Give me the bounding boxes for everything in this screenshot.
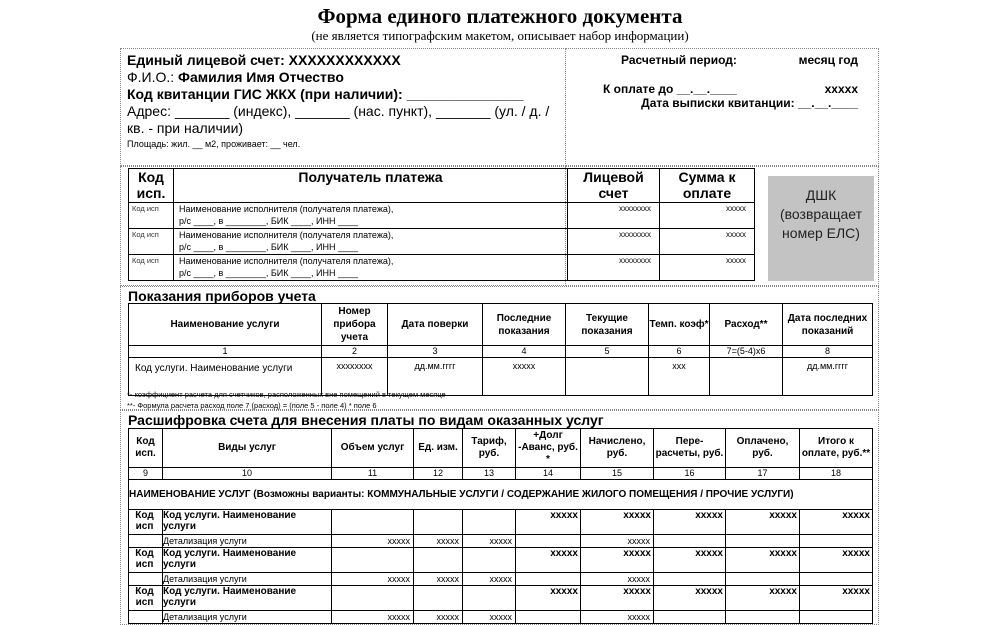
services-table (128, 428, 873, 624)
column-number: 9 (129, 468, 163, 480)
detail-cell (129, 535, 163, 548)
column-number: 13 (463, 468, 516, 480)
service-cell: xxxxx (654, 510, 726, 535)
meters-cell: xxxxx (483, 358, 566, 396)
detail-cell (726, 573, 800, 586)
column-number: 8 (783, 346, 873, 358)
service-cell (414, 586, 463, 611)
detail-cell (726, 611, 800, 624)
column-number: 3 (388, 346, 483, 358)
service-cell (463, 510, 516, 535)
column-number: 12 (414, 468, 463, 480)
service-cell: xxxxx (726, 586, 800, 611)
recipient-details: р/с ____, в ________, БИК ____, ИНН ____ (179, 216, 358, 226)
service-row (129, 548, 873, 573)
detail-cell: Детализация услуги (163, 535, 332, 548)
service-cell: Код исп (129, 510, 163, 535)
service-cell: xxxxx (516, 510, 581, 535)
service-cell: xxxxx (581, 510, 654, 535)
code: Код исп (129, 203, 174, 229)
recipient-name: Наименование исполнителя (получателя платежа), (179, 204, 394, 214)
detail-cell (800, 611, 873, 624)
column-number: 5 (566, 346, 649, 358)
services-header: Начислено, руб. (581, 429, 654, 468)
fio-label: Ф.И.О.: (127, 69, 175, 85)
detail-cell: xxxxx (463, 535, 516, 548)
service-row (129, 586, 873, 611)
account-info (120, 48, 566, 166)
service-cell: xxxxx (726, 510, 800, 535)
column-number: 11 (332, 468, 414, 480)
detail-cell (800, 535, 873, 548)
service-cell: Код услуги. Наименование услуги (163, 510, 332, 535)
recipient (174, 255, 568, 281)
column-number: 18 (800, 468, 873, 480)
meters-cell: дд.мм.гггг (388, 358, 483, 396)
service-detail-row (129, 611, 873, 624)
table-row (129, 255, 755, 281)
account: xxxxxxxx (568, 255, 660, 281)
detail-cell (654, 573, 726, 586)
service-cell (463, 548, 516, 573)
service-cell (414, 548, 463, 573)
detail-cell: xxxxx (332, 573, 414, 586)
services-header: Оплачено, руб. (726, 429, 800, 468)
column-number: 4 (483, 346, 566, 358)
detail-cell (726, 535, 800, 548)
meters-cell (710, 358, 783, 396)
meters-cell: xxx (649, 358, 710, 396)
due-value: xxxxx (824, 82, 858, 96)
services-header: Пере-расчеты, руб. (654, 429, 726, 468)
service-cell: xxxxx (726, 548, 800, 573)
column-number: 7=(5-4)х6 (710, 346, 783, 358)
meters-header: Темп. коэф* (649, 304, 710, 346)
detail-cell (800, 573, 873, 586)
column-number: 16 (654, 468, 726, 480)
meters-header: Наименование услуги (129, 304, 322, 346)
header-recipient: Получатель платежа (174, 169, 568, 203)
period-info (565, 48, 879, 166)
recipient-name: Наименование исполнителя (получателя платежа), (179, 230, 394, 240)
services-header: Ед. изм. (414, 429, 463, 468)
detail-cell: xxxxx (581, 573, 654, 586)
service-category: НАИМЕНОВАНИЕ УСЛУГ (Возможны варианты: КОММУНАЛЬНЫЕ УСЛУГИ / СОДЕРЖАНИЕ ЖИЛОГО ПОМЕЩЕНИЯ / ПРОЧИЕ УСЛУГИ) (129, 480, 873, 510)
document-subtitle: (не является типографским макетом, описывает набор информации) (311, 28, 689, 43)
detail-cell: Детализация услуги (163, 611, 332, 624)
recipient (174, 229, 568, 255)
detail-cell: xxxxx (414, 611, 463, 624)
column-number: 17 (726, 468, 800, 480)
meters-table (128, 303, 873, 396)
service-detail-row (129, 573, 873, 586)
detail-cell (516, 535, 581, 548)
header-account: Лицевой счет (568, 169, 660, 203)
gis-code: Код квитанции ГИС ЖКХ (при наличии): _______________ (127, 86, 524, 102)
due-label: К оплате до __.__.____ (603, 82, 737, 96)
table-row (129, 229, 755, 255)
service-cell: xxxxx (654, 548, 726, 573)
fio (127, 69, 559, 86)
detail-cell: xxxxx (463, 611, 516, 624)
detail-cell (516, 611, 581, 624)
services-header: Объем услуг (332, 429, 414, 468)
column-number: 6 (649, 346, 710, 358)
detail-cell (654, 611, 726, 624)
period-value: месяц год (798, 53, 858, 67)
services-header: Код исп. (129, 429, 163, 468)
column-number: 10 (163, 468, 332, 480)
column-number: 1 (129, 346, 322, 358)
header-amount: Сумма к оплате (660, 169, 755, 203)
address: Адрес: _______ (индекс), _______ (нас. пункт), _______ (ул. / д. / кв. - при наличии) (127, 103, 550, 136)
amount: xxxxx (660, 255, 755, 281)
column-number: 15 (581, 468, 654, 480)
meters-header: Текущие показания (566, 304, 649, 346)
service-cell (463, 586, 516, 611)
service-cell: xxxxx (800, 510, 873, 535)
meters-header: Дата последних показаний (783, 304, 873, 346)
service-cell: xxxxx (581, 586, 654, 611)
detail-cell: Детализация услуги (163, 573, 332, 586)
account: xxxxxxxx (568, 203, 660, 229)
service-cell: xxxxx (516, 548, 581, 573)
column-number: 2 (322, 346, 388, 358)
meters-cell: Код услуги. Наименование услуги (129, 358, 322, 396)
service-cell (332, 548, 414, 573)
service-cell: Код исп (129, 586, 163, 611)
detail-cell: xxxxx (332, 535, 414, 548)
service-cell: Код услуги. Наименование услуги (163, 548, 332, 573)
issue-date: Дата выписки квитанции: __.__.____ (641, 96, 858, 110)
detail-cell: xxxxx (414, 573, 463, 586)
meters-header: Номер прибора учета (322, 304, 388, 346)
services-header: Виды услуг (163, 429, 332, 468)
meters-header: Расход** (710, 304, 783, 346)
service-cell (414, 510, 463, 535)
fio-value: Фамилия Имя Отчество (178, 69, 344, 85)
service-cell: Код исп (129, 548, 163, 573)
services-header: Итого к оплате, руб.** (800, 429, 873, 468)
table-row (129, 203, 755, 229)
service-cell: xxxxx (516, 586, 581, 611)
service-cell: Код услуги. Наименование услуги (163, 586, 332, 611)
detail-cell: xxxxx (332, 611, 414, 624)
header-code: Код исп. (129, 169, 174, 203)
meters-header: Дата поверки (388, 304, 483, 346)
service-cell: xxxxx (800, 586, 873, 611)
recipients-table (128, 168, 755, 281)
detail-cell: xxxxx (414, 535, 463, 548)
service-cell: xxxxx (581, 548, 654, 573)
amount: xxxxx (660, 229, 755, 255)
service-row (129, 510, 873, 535)
detail-cell: xxxxx (581, 611, 654, 624)
footnote-2: **- Формула расчета расход поле 7 (расход) = (поле 5 - поле 4) * поле 6 (127, 401, 377, 410)
code: Код исп (129, 255, 174, 281)
column-number: 14 (516, 468, 581, 480)
detail-cell: xxxxx (463, 573, 516, 586)
code: Код исп (129, 229, 174, 255)
account: xxxxxxxx (568, 229, 660, 255)
service-detail-row (129, 535, 873, 548)
meters-cell (566, 358, 649, 396)
footnote-1: *- коэффициент расчета для счетчиков, расположенных вне помещений в текущем месяце (127, 390, 446, 399)
document-title: Форма единого платежного документа (317, 4, 683, 28)
detail-cell: xxxxx (581, 535, 654, 548)
services-title: Расшифровка счета для внесения платы по видам оказанных услуг (128, 412, 604, 428)
service-cell: xxxxx (800, 548, 873, 573)
recipient (174, 203, 568, 229)
amount: xxxxx (660, 203, 755, 229)
recipient-details: р/с ____, в ________, БИК ____, ИНН ____ (179, 242, 358, 252)
detail-cell (129, 611, 163, 624)
els: Единый лицевой счет: XXXXXXXXXXXX (127, 52, 401, 68)
meters-cell: xxxxxxxx (322, 358, 388, 396)
services-header: +Долг -Аванс, руб. * (516, 429, 581, 468)
area: Площадь: жил. __ м2, проживает: __ чел. (127, 139, 301, 149)
detail-cell (516, 573, 581, 586)
detail-cell (129, 573, 163, 586)
meters-title: Показания приборов учета (128, 288, 316, 304)
period-label: Расчетный период: (621, 53, 737, 67)
dshk-barcode-placeholder: ДШК (возвращает номер ЕЛС) (768, 176, 874, 281)
detail-cell (654, 535, 726, 548)
meters-header: Последние показания (483, 304, 566, 346)
meters-cell: дд.мм.гггг (783, 358, 873, 396)
service-cell (332, 586, 414, 611)
service-cell: xxxxx (654, 586, 726, 611)
services-header: Тариф, руб. (463, 429, 516, 468)
recipient-details: р/с ____, в ________, БИК ____, ИНН ____ (179, 268, 358, 278)
service-cell (332, 510, 414, 535)
recipient-name: Наименование исполнителя (получателя платежа), (179, 256, 394, 266)
